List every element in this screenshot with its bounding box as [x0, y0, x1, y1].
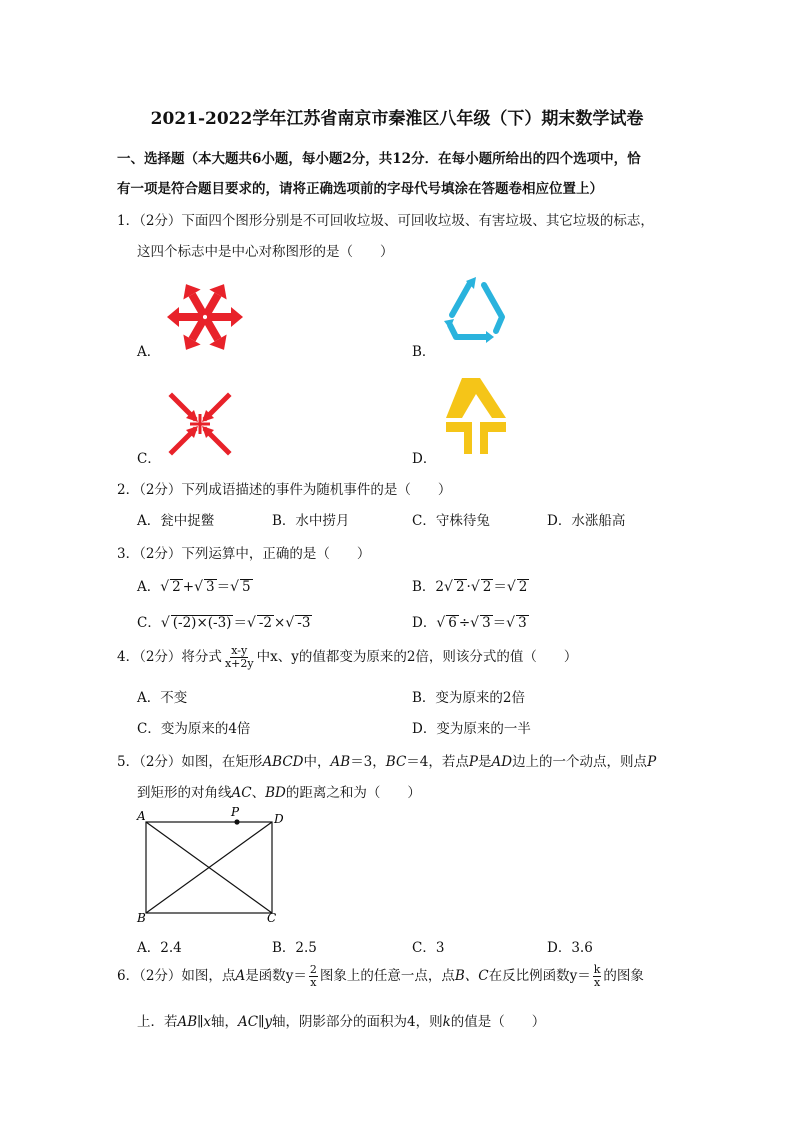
q5-stem-line2 [137, 781, 421, 801]
hazardous-logo-icon [168, 392, 232, 456]
radical-sign: √ [470, 579, 480, 595]
radicand: 2 [172, 579, 181, 595]
q3-option-d-label: D． [412, 615, 437, 631]
math-var: AB [330, 754, 351, 770]
text: 的图象 [603, 968, 644, 984]
radicand: 2 [518, 579, 528, 595]
text: 5．（2分）如图，在矩形 [117, 754, 263, 770]
q3-option-d [412, 611, 529, 631]
radicand: 3 [482, 615, 491, 631]
q4-option-b: B．变为原来的2倍 [412, 690, 526, 706]
q5-stem-line1 [117, 750, 656, 770]
text: ＝3， [350, 754, 386, 770]
q1-option-b-label: B． [412, 344, 436, 360]
q4-option-c: C．变为原来的4倍 [137, 721, 251, 737]
q2-option-b: B．水中捞月 [272, 513, 350, 529]
radicand: 2 [455, 579, 465, 595]
radicand-part: (-3) [207, 615, 232, 631]
radicand: -2 [258, 615, 273, 631]
q4-stem [117, 645, 577, 670]
q3-stem: 3．（2分）下列运算中，正确的是（ ） [117, 546, 371, 562]
denominator: x [310, 976, 317, 989]
text: 轴，阴影部分的面积为4，则 [271, 1014, 443, 1030]
point-p [234, 819, 239, 824]
section-heading-line1: 一、选择题（本大题共6小题，每小题2分，共12分．在每小题所给出的四个选项中，恰 [117, 151, 641, 167]
radical-sign: √ [160, 615, 170, 631]
other-waste-logo-icon [440, 376, 512, 458]
rectangle-figure [134, 805, 294, 925]
text: 是函数 [245, 968, 286, 984]
label-p: P [231, 805, 240, 819]
q3-option-b-label: B． [412, 579, 436, 595]
q5-option-b: B．2.5 [272, 940, 317, 956]
text: 上．若 [137, 1014, 178, 1030]
math-var: BD [265, 785, 286, 801]
q1-stem-line2: 这四个标志中是中心对称图形的是（ ） [137, 244, 394, 260]
text: 的距离之和为（ ） [285, 785, 421, 801]
label-a: A [137, 809, 146, 823]
text: 在反比例函数 [488, 968, 570, 984]
radical-sign: √ [506, 615, 516, 631]
label-c: C [267, 911, 277, 925]
text: 图象上的任意一点，点 [319, 968, 455, 984]
operator: × [274, 615, 286, 631]
fraction [309, 964, 318, 988]
math-expr: y＝ [569, 968, 591, 984]
q5-option-c: C．3 [412, 940, 445, 956]
q4-option-a: A．不变 [137, 690, 188, 706]
q1-option-c-label: C． [137, 451, 161, 467]
math-var: AB∥x [177, 1014, 212, 1030]
radical-sign: √ [436, 615, 446, 631]
operator: ＝ [493, 579, 507, 595]
q3-option-a-label: A． [137, 579, 161, 595]
radical-sign: √ [506, 579, 516, 595]
operator: + [182, 579, 195, 595]
fraction [593, 964, 602, 988]
radicand-part: (-2) [172, 615, 197, 631]
denominator: x [593, 976, 601, 989]
math-var: B、C [454, 968, 489, 984]
numerator: k [593, 963, 601, 977]
math-var: ABCD [262, 754, 304, 770]
math-var: AC∥y [238, 1014, 272, 1030]
radical-sign: √ [194, 579, 203, 595]
operator: ÷ [458, 615, 471, 631]
radical-sign: √ [246, 615, 256, 631]
radicand: 5 [242, 579, 251, 595]
fraction [224, 645, 255, 669]
denominator: x+2y [224, 657, 254, 670]
radical-sign: √ [160, 579, 170, 595]
q6-stem-line2 [137, 1010, 545, 1030]
q5-option-d: D．3.6 [547, 940, 593, 956]
operator: ＝ [233, 615, 247, 631]
q1-stem-line1: 1．（2分）下面四个图形分别是不可回收垃圾、可回收垃圾、有害垃圾、其它垃圾的标志， [117, 213, 654, 229]
text: ＝4，若点 [406, 754, 469, 770]
math-var: BC [385, 754, 407, 770]
q4-stem-post: 中x、y的值都变为原来的2倍，则该分式的值（ ） [256, 649, 578, 665]
numerator: 2 [309, 963, 317, 977]
q2-stem: 2．（2分）下列成语描述的事件为随机事件的是（ ） [117, 482, 452, 498]
q2-option-d: D．水涨船高 [547, 513, 626, 529]
radical-sign: √ [470, 615, 480, 631]
text: 是 [477, 754, 492, 770]
page-title: 2021-2022学年江苏省南京市秦淮区八年级（下）期末数学试卷 [150, 109, 644, 129]
operator: ＝ [216, 579, 231, 595]
q1-option-d-label: D． [412, 451, 437, 467]
text: 到矩形的对角线 [137, 785, 232, 801]
math-var: A [235, 968, 246, 984]
q3-option-c [137, 611, 312, 631]
math-var: P [468, 754, 478, 770]
text: 边上的一个动点，则点 [512, 754, 648, 770]
text: 6．（2分）如图，点 [117, 968, 236, 984]
label-d: D [274, 812, 284, 826]
q3-option-c-label: C． [137, 615, 161, 631]
q2-option-a: A．瓮中捉鳖 [137, 513, 215, 529]
operator: × [196, 615, 208, 631]
q4-stem-pre: 4．（2分）将分式 [117, 649, 222, 665]
q1-option-a-label: A． [137, 344, 161, 360]
q4-option-d: D．变为原来的一半 [412, 721, 531, 737]
q2-option-c: C．守株待兔 [412, 513, 490, 529]
radicand: 3 [518, 615, 527, 631]
text: 、 [251, 785, 266, 801]
operator: ＝ [492, 615, 507, 631]
radicand: -3 [297, 615, 311, 631]
radical-sign: √ [444, 579, 453, 595]
non-recyclable-logo-icon [163, 282, 247, 352]
math-expr: y＝ [285, 968, 307, 984]
text: 轴， [211, 1014, 239, 1030]
radical-sign: √ [230, 579, 240, 595]
coefficient: 2 [435, 579, 445, 595]
math-var: AC [231, 785, 252, 801]
operator: · [466, 579, 471, 595]
radicand: 2 [482, 579, 492, 595]
math-var: P [647, 754, 657, 770]
math-var: k [442, 1014, 451, 1030]
text: 的值是（ ） [450, 1014, 546, 1030]
q5-option-a: A．2.4 [137, 940, 182, 956]
radical-sign: √ [285, 615, 295, 631]
text: 中， [303, 754, 331, 770]
q3-option-b [412, 575, 529, 595]
label-b: B [137, 911, 146, 925]
math-var: AD [491, 754, 513, 770]
q3-option-a [137, 575, 253, 595]
radicand: 6 [448, 615, 457, 631]
section-heading-line2: 有一项是符合题目要求的，请将正确选项前的字母代号填涂在答题卷相应位置上） [117, 181, 603, 197]
q6-stem-line1 [117, 964, 644, 989]
radicand: 3 [206, 579, 215, 595]
recyclable-logo-icon [440, 275, 512, 345]
radicand [171, 615, 234, 630]
numerator: x-y [231, 644, 248, 658]
